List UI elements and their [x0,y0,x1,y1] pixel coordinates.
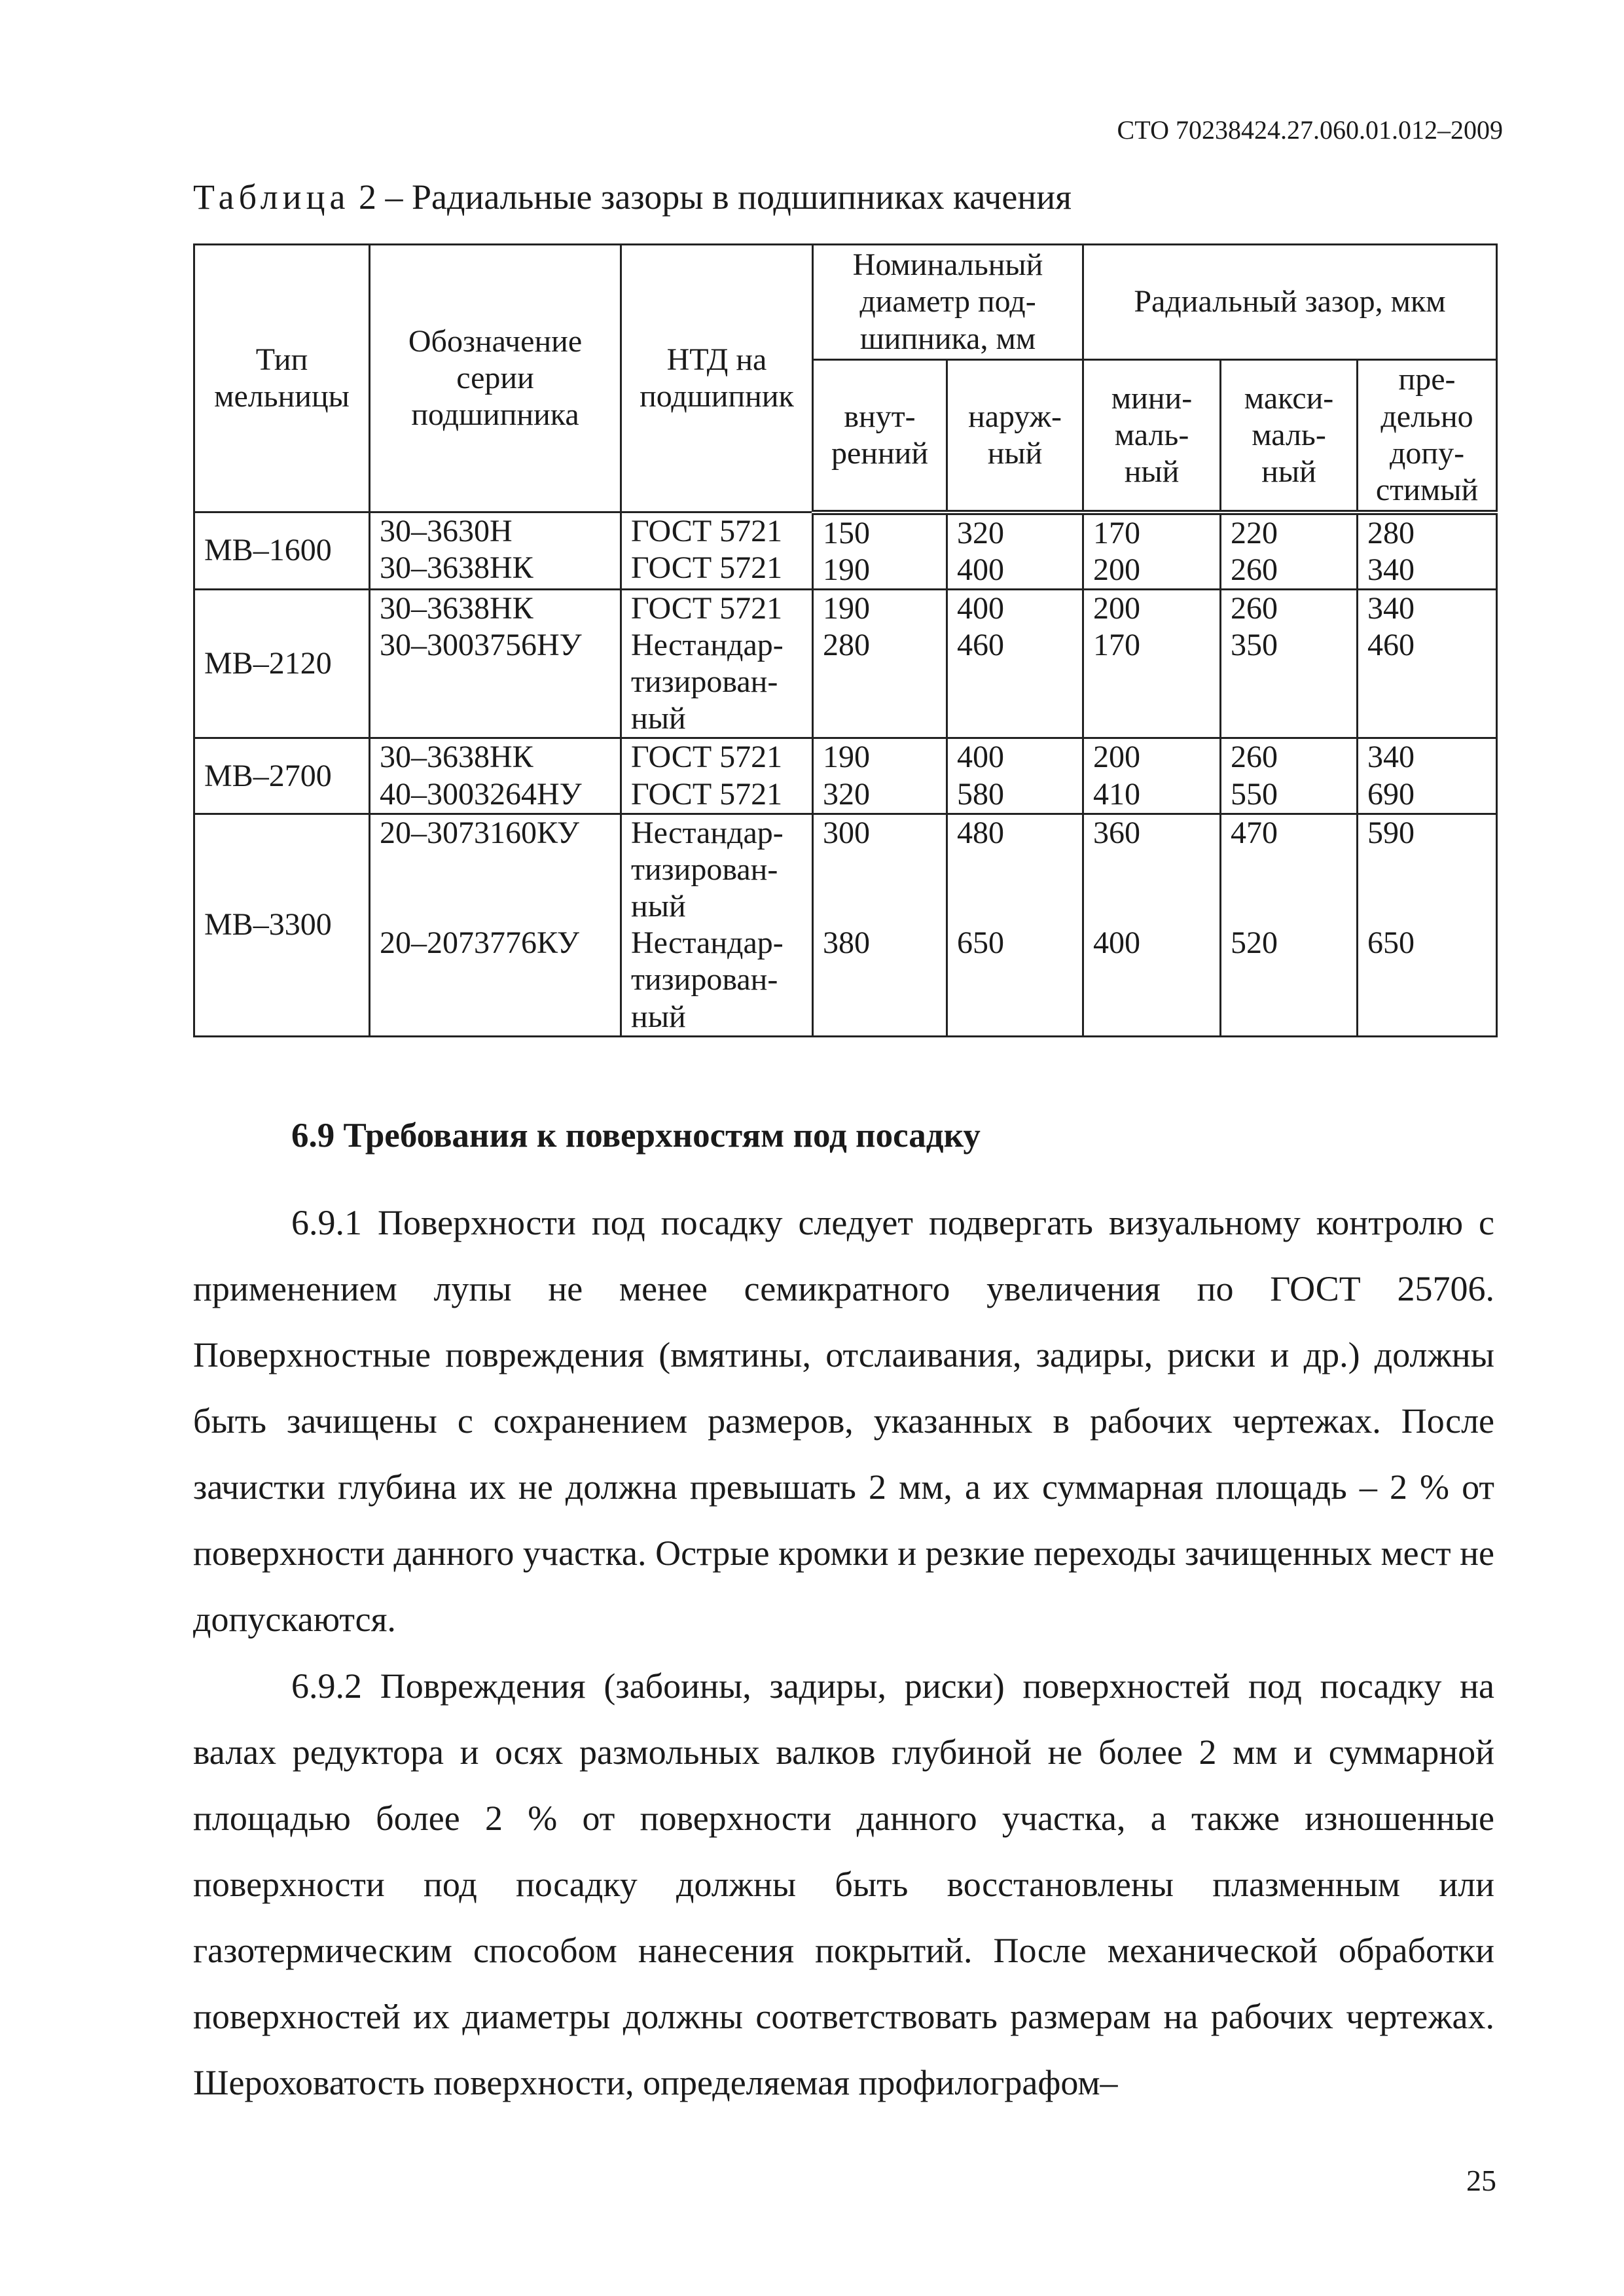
header-line: маль- [1252,417,1326,452]
cell-line: 590 [1367,815,1415,850]
header-line: мельницы [214,379,350,414]
series-cell [370,589,621,738]
header-line: подшипник [640,379,794,414]
header-line: макси- [1244,380,1334,416]
max-clearance-cell [1221,738,1358,814]
min-clearance-cell [1083,512,1221,590]
cell-line: 690 [1367,776,1415,812]
header-line: ренний [831,435,929,471]
cell-line: Нестандар- [631,925,784,961]
table-row [194,512,1497,590]
cell-line: 30–3630Н [380,514,513,548]
header-min-clearance [1083,360,1221,512]
cell-line [1093,999,1210,1035]
header-line: Тип [255,342,308,377]
cell-line [1367,961,1487,998]
cell-line: тизирован- [631,664,778,700]
max-clearance-cell [1221,589,1358,738]
table-caption-label: Таблица [193,177,350,217]
cell-line: 190 [823,590,870,626]
cell-line: 190 [823,740,870,775]
cell-line: 20–2073776КУ [380,925,580,961]
max-clearance-cell [1221,814,1358,1036]
cell-line [823,664,937,700]
cell-line: ный [631,889,686,924]
cell-line [957,852,1073,888]
series-cell [370,512,621,590]
table-row [194,814,1497,1036]
series-cell [370,738,621,814]
inner-diameter-cell [813,738,947,814]
inner-diameter-cell [813,814,947,1036]
cell-line: 410 [1093,776,1141,812]
header-line: дельно [1380,399,1473,434]
header-line: Обозначение [408,323,583,359]
cell-line [1231,700,1347,737]
header-line: ный [1124,454,1180,489]
document-code: СТО 70238424.27.060.01.012–2009 [1117,115,1503,145]
cell-line: 30–3638НК [380,740,533,775]
cell-line: 340 [1367,590,1415,626]
mill-type-cell: МВ–3300 [194,814,370,1036]
cell-line: ГОСТ 5721 [631,740,783,775]
header-line: Номинальный [852,247,1043,283]
cell-line [380,852,611,888]
cell-line [380,999,611,1035]
cell-line [1231,888,1347,925]
ntd-cell [621,814,813,1036]
header-line: подшипника [411,397,579,433]
table-row [194,589,1497,738]
cell-line: 400 [1093,925,1141,961]
cell-line: ГОСТ 5721 [631,776,783,812]
cell-line: 380 [823,925,870,961]
header-line: шипника, мм [859,321,1036,356]
cell-line [1367,852,1487,888]
header-line: мини- [1111,380,1193,416]
cell-line: Нестандар- [631,815,784,850]
table-caption [193,177,1072,217]
header-line: внут- [844,399,916,434]
table-row [194,738,1497,814]
outer-diameter-cell [947,512,1083,590]
cell-line: 200 [1093,740,1141,775]
cell-line [957,961,1073,998]
header-line: ный [987,435,1043,471]
cell-line: 470 [1231,815,1278,850]
cell-line [957,664,1073,700]
cell-line: ный [631,999,686,1034]
inner-diameter-cell [813,589,947,738]
cell-line [1367,664,1487,700]
cell-line: 340 [1367,740,1415,775]
paragraph-6-9-2: 6.9.2 Повреждения (забоины, задиры, риски) поверхностей под посадку на валах редуктора и осях размольных валков глубиной не более 2 мм и суммарной площадью более 2 % от поверхности данного участка, а также изношенные поверхности под посадку должны быть восстановлены плазменным или газотермическим способом нанесения покрытий. После механической обработки поверхностей их диаметры должны соответствовать размерам на рабочих чертежах. Шероховатость поверхности, определяемая профилографом– [193,1666,1494,2102]
header-line: НТД на [666,342,767,377]
cell-line [1231,852,1347,888]
min-clearance-cell [1083,589,1221,738]
cell-line: 300 [823,815,870,850]
cell-line [823,700,937,737]
cell-line [957,888,1073,925]
min-clearance-cell [1083,814,1221,1036]
cell-line: 480 [957,815,1004,850]
cell-line: 580 [957,776,1004,812]
cell-line: 20–3073160КУ [380,815,580,850]
cell-line: 40–3003264НУ [380,776,582,812]
header-line: допу- [1389,435,1465,471]
header-radial-clearance: Радиальный зазор, мкм [1083,245,1497,360]
mill-type-cell: МВ–1600 [194,512,370,590]
cell-line: 460 [1367,627,1415,662]
cell-line: 550 [1231,776,1278,812]
header-ntd [621,245,813,512]
cell-line: ный [631,701,686,736]
cell-line [1093,961,1210,998]
cell-line: 650 [957,925,1004,961]
header-inner-diameter [813,360,947,512]
cell-line: 340 [1367,552,1415,587]
header-line: ный [1261,454,1316,489]
header-max-clearance [1221,360,1358,512]
header-line: наруж- [968,399,1062,434]
header-line: серии [456,360,534,395]
ntd-cell [621,512,813,590]
cell-line [380,700,611,737]
outer-diameter-cell [947,738,1083,814]
cell-line: 650 [1367,925,1415,961]
header-line: маль- [1114,417,1189,452]
cell-line [957,999,1073,1035]
cell-line: 400 [957,740,1004,775]
header-outer-diameter [947,360,1083,512]
paragraph-6-9-1: 6.9.1 Поверхности под посадку следует подвергать визуальному контролю с применением лупы не менее семикратного увеличения по ГОСТ 25706. Поверхностные повреждения (вмятины, отслаивания, задиры, риски и др.) должны быть зачищены с сохранением размеров, указанных в рабочих чертежах. После зачистки глубина их не должна превышать 2 мм, а их суммарная площадь – 2 % от поверхности данного участка. Острые кромки и резкие переходы зачищенных мест не допускаются. [193,1203,1494,1639]
limit-clearance-cell [1358,814,1497,1036]
table-body [194,512,1497,1037]
cell-line: ГОСТ 5721 [631,590,783,626]
section-heading: 6.9 Требования к поверхностям под посадку [291,1117,981,1155]
cell-line [380,888,611,925]
cell-line: 30–3638НК [380,550,533,586]
header-line: пре- [1398,362,1456,397]
max-clearance-cell [1221,512,1358,590]
mill-type-cell: МВ–2700 [194,738,370,814]
header-mill-type [194,245,370,512]
header-bearing-series [370,245,621,512]
header-line: диаметр под- [859,284,1036,319]
cell-line: 280 [823,627,870,662]
cell-line: Нестандар- [631,627,784,662]
ntd-cell [621,738,813,814]
cell-line: 320 [957,515,1004,550]
cell-line: 220 [1231,515,1278,550]
cell-line [1367,700,1487,737]
cell-line [1231,999,1347,1035]
cell-line: 400 [957,552,1004,587]
cell-line [823,961,937,998]
cell-line: 170 [1093,627,1141,662]
mill-type-cell: МВ–2120 [194,589,370,738]
cell-line [380,961,611,998]
cell-line: 170 [1093,515,1141,550]
cell-line [823,852,937,888]
cell-line: 280 [1367,515,1415,550]
cell-line [823,888,937,925]
min-clearance-cell [1083,738,1221,814]
cell-line: 260 [1231,590,1278,626]
outer-diameter-cell [947,814,1083,1036]
cell-line: 150 [823,515,870,550]
cell-line: 320 [823,776,870,812]
bearing-clearance-table [193,243,1498,1037]
cell-line [1231,961,1347,998]
cell-line: 200 [1093,590,1141,626]
ntd-cell [621,589,813,738]
limit-clearance-cell [1358,738,1497,814]
header-limit-clearance [1358,360,1497,512]
cell-line [1093,852,1210,888]
cell-line: 360 [1093,815,1141,850]
header-nominal-diameter [813,245,1083,360]
cell-line [380,664,611,700]
limit-clearance-cell [1358,512,1497,590]
cell-line: 30–3638НК [380,590,533,626]
cell-line [1093,888,1210,925]
limit-clearance-cell [1358,589,1497,738]
cell-line [1231,664,1347,700]
cell-line [1367,888,1487,925]
cell-line: 520 [1231,925,1278,961]
cell-line [1093,700,1210,737]
cell-line [1367,999,1487,1035]
cell-line: ГОСТ 5721 [631,514,783,548]
header-line: стимый [1375,472,1479,507]
page-number: 25 [1466,2164,1496,2197]
outer-diameter-cell [947,589,1083,738]
cell-line: 30–3003756НУ [380,627,582,662]
cell-line: 190 [823,552,870,587]
cell-line: тизирован- [631,852,778,887]
cell-line: 460 [957,627,1004,662]
cell-line: тизирован- [631,962,778,997]
cell-line: 260 [1231,552,1278,587]
series-cell [370,814,621,1036]
cell-line: ГОСТ 5721 [631,550,783,586]
cell-line [823,999,937,1035]
cell-line [957,700,1073,737]
cell-line: 260 [1231,740,1278,775]
table-caption-text: 2 – Радиальные зазоры в подшипниках качения [358,177,1072,217]
cell-line [1093,664,1210,700]
cell-line: 200 [1093,552,1141,587]
inner-diameter-cell [813,512,947,590]
cell-line: 400 [957,590,1004,626]
cell-line: 350 [1231,627,1278,662]
